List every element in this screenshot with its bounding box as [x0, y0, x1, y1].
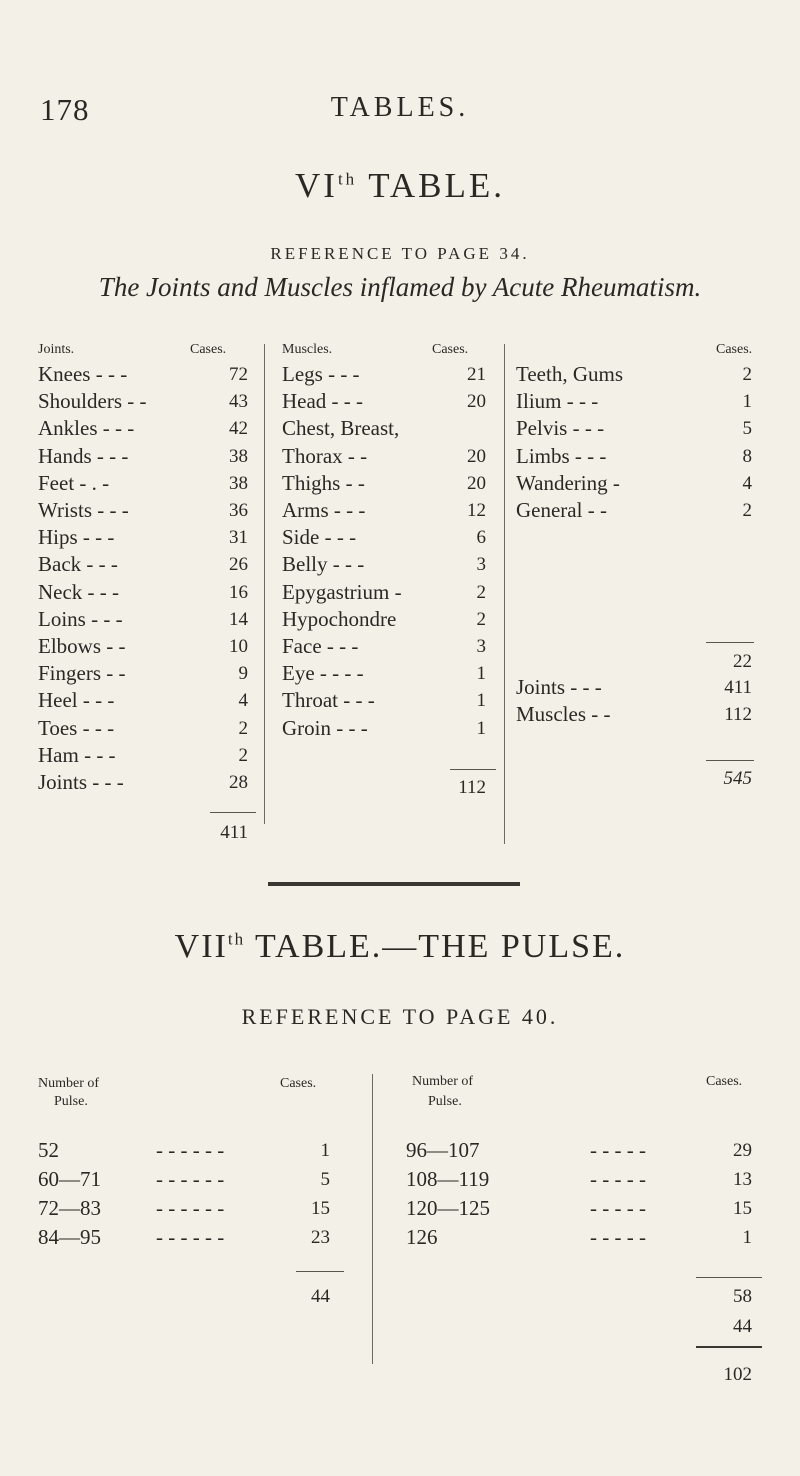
joint-row-label: Hands - - -	[38, 443, 129, 468]
section-separator	[268, 882, 520, 886]
pulse-left-row-cases: 1	[320, 1140, 330, 1161]
joint-row-cases: 28	[229, 772, 248, 793]
column-divider-2	[504, 344, 505, 844]
muscle-row-label: Epygastrium -	[282, 579, 402, 604]
other-cases-header: Cases.	[716, 342, 753, 357]
joint-row-label: Back - - -	[38, 552, 118, 577]
joint-row-label: Feet - . -	[38, 470, 110, 495]
other-total-rule	[706, 642, 754, 643]
pulse-left-row-label: 52	[38, 1138, 59, 1162]
pulse-left-row-leader: - - - - - -	[156, 1167, 225, 1191]
joint-row-cases: 36	[229, 500, 248, 521]
summary-row-label: Joints - - -	[516, 675, 602, 699]
joint-row-cases: 16	[229, 581, 248, 603]
grand-total-545: 545	[723, 768, 752, 789]
summary-rule	[706, 760, 754, 761]
pulse-right-header-2: Pulse.	[428, 1094, 462, 1109]
table6-title-sup: th	[337, 169, 358, 189]
pulse-divider	[372, 1074, 373, 1364]
other-row-label: Pelvis - - -	[516, 416, 605, 441]
pulse-left-cases-header: Cases.	[280, 1076, 317, 1091]
muscle-row-label: Throat - - -	[282, 688, 375, 713]
joint-row-cases: 31	[229, 527, 248, 549]
table7-title-sup: th	[227, 929, 246, 949]
joint-row-cases: 9	[238, 663, 248, 685]
joint-row-cases: 38	[229, 472, 248, 494]
pulse-right-row-cases: 15	[733, 1198, 752, 1219]
joint-row-cases: 26	[229, 554, 248, 576]
muscle-row-label: Groin - - -	[282, 715, 368, 740]
pulse-right-row-leader: - - - - -	[590, 1225, 646, 1249]
joint-row-label: Fingers - -	[38, 661, 126, 686]
pulse-left-row-leader: - - - - - -	[156, 1225, 225, 1249]
pulse-left-row-leader: - - - - - -	[156, 1196, 225, 1220]
muscle-row-cases: 12	[467, 500, 486, 521]
running-title: TABLES.	[330, 92, 470, 123]
pulse-right-subtotal: 58	[733, 1286, 752, 1307]
muscle-row-cases: 1	[476, 690, 486, 712]
other-row-label: Limbs - - -	[516, 443, 607, 468]
muscle-row-label: Face - - -	[282, 634, 359, 658]
muscles-total-rule	[450, 769, 496, 770]
joint-row-label: Heel - - -	[38, 688, 115, 713]
joint-row-label: Joints - - -	[38, 770, 124, 794]
joint-row-label: Shoulders - -	[38, 389, 147, 414]
joints-total-rule	[210, 812, 256, 813]
pulse-left-header-1: Number of	[38, 1076, 100, 1091]
pulse-right-row-leader: - - - - -	[590, 1167, 646, 1191]
other-row-label: General - -	[516, 498, 607, 522]
muscle-row-label: Hypochondre	[282, 606, 397, 631]
pulse-right-row-leader: - - - - -	[590, 1196, 646, 1220]
table7-title-suffix: TABLE.—THE PULSE.	[245, 928, 626, 965]
pulse-left-row-leader: - - - - - -	[156, 1138, 225, 1162]
pulse-right-cases-header: Cases.	[706, 1074, 743, 1089]
table6-reference: REFERENCE TO PAGE 34.	[270, 244, 530, 263]
joint-row-label: Ankles - - -	[38, 416, 135, 441]
pulse-right-row-cases: 29	[733, 1140, 752, 1161]
other-row-cases: 5	[742, 418, 752, 440]
pulse-left-rule	[296, 1271, 344, 1272]
pulse-left-header-2: Pulse.	[54, 1094, 88, 1109]
muscles-total: 112	[458, 777, 486, 798]
muscle-row-cases: 21	[467, 364, 486, 385]
muscle-row-cases: 3	[476, 554, 486, 576]
muscle-row-label: Thighs - -	[282, 470, 365, 495]
pulse-right-header-1: Number of	[412, 1074, 474, 1089]
muscle-row-cases: 3	[476, 636, 486, 657]
joint-row-cases: 10	[229, 636, 248, 657]
pulse-right-total-rule	[696, 1346, 762, 1348]
summary-row-label: Muscles - -	[516, 702, 611, 727]
joint-row-label: Neck - - -	[38, 579, 120, 604]
other-row-label: Teeth, Gums	[516, 362, 624, 386]
other-row-cases: 2	[742, 364, 752, 385]
muscle-row-label: Side - - -	[282, 525, 357, 550]
joint-row-label: Knees - - -	[38, 362, 128, 386]
joints-cases-header: Cases.	[190, 342, 227, 357]
muscles-header: Muscles.	[282, 342, 333, 357]
column-divider-1	[264, 344, 265, 824]
pulse-right-rule	[696, 1277, 762, 1278]
joint-row-label: Loins - - -	[38, 606, 123, 631]
muscle-row-cases: 2	[476, 608, 486, 630]
pulse-left-row-cases: 23	[311, 1227, 330, 1248]
muscle-row-cases: 1	[476, 717, 486, 739]
pulse-right-carried: 44	[733, 1316, 752, 1337]
other-row-cases: 2	[742, 500, 752, 521]
joint-row-label: Ham - - -	[38, 742, 116, 767]
muscle-row-cases: 6	[476, 527, 486, 549]
table6-title-suffix: TABLE.	[357, 166, 505, 205]
pulse-left-row-cases: 5	[320, 1169, 330, 1190]
pulse-left-row-label: 60—71	[38, 1167, 101, 1191]
pulse-left-total: 44	[311, 1286, 330, 1307]
joint-row-label: Hips - - -	[38, 525, 115, 550]
joint-row-cases: 2	[238, 744, 248, 766]
pulse-right-row-label: 108—119	[406, 1167, 490, 1191]
other-row-cases: 4	[742, 472, 752, 494]
muscle-row-cases: 1	[476, 663, 486, 685]
page-number: 178	[40, 92, 90, 127]
table7-title-prefix: VII	[174, 928, 228, 965]
muscle-row-cases: 2	[476, 581, 486, 603]
muscles-cases-header: Cases.	[432, 342, 469, 357]
table6-title	[0, 166, 800, 206]
muscle-row-label: Eye - - - -	[282, 661, 364, 686]
pulse-right-row-label: 126	[406, 1225, 438, 1249]
pulse-right-row-label: 120—125	[406, 1196, 490, 1220]
pulse-grand-total: 102	[723, 1364, 752, 1385]
joints-total: 411	[220, 822, 248, 843]
table6-subtitle: The Joints and Muscles inflamed by Acute Rheumatism.	[98, 272, 702, 302]
other-row-label: Ilium - - -	[516, 389, 599, 414]
muscle-row-label: Legs - - -	[282, 362, 360, 386]
summary-row-cases: 112	[724, 704, 752, 726]
joint-row-cases: 42	[229, 418, 248, 440]
muscle-row-cases: 20	[467, 472, 486, 494]
summary-row-cases: 411	[724, 677, 752, 698]
muscle-row-label: Chest, Breast,	[282, 416, 400, 441]
joint-row-label: Elbows - -	[38, 634, 126, 658]
joint-row-cases: 2	[238, 717, 248, 739]
other-row-label: Wandering -	[516, 470, 620, 495]
pulse-right-row-label: 96—107	[406, 1138, 480, 1162]
pulse-left-row-label: 84—95	[38, 1225, 101, 1249]
muscle-row-label: Thorax - -	[282, 443, 368, 468]
joint-row-cases: 4	[238, 690, 248, 712]
pulse-right-row-leader: - - - - -	[590, 1138, 646, 1162]
joint-row-cases: 14	[229, 608, 248, 630]
muscle-row-cases: 20	[467, 445, 486, 467]
pulse-left-row-cases: 15	[311, 1198, 330, 1219]
muscle-row-cases: 20	[467, 391, 486, 413]
table7-reference: REFERENCE TO PAGE 40.	[241, 1004, 559, 1029]
muscle-row-label: Arms - - -	[282, 498, 366, 522]
other-total: 22	[733, 651, 752, 672]
muscle-row-label: Belly - - -	[282, 552, 365, 577]
joints-header: Joints.	[38, 342, 75, 357]
joint-row-cases: 72	[229, 364, 248, 385]
joint-row-cases: 43	[229, 391, 248, 413]
muscle-row-label: Head - - -	[282, 389, 364, 414]
joint-row-label: Wrists - - -	[38, 498, 129, 522]
joint-row-cases: 38	[229, 445, 248, 467]
pulse-right-row-cases: 13	[733, 1169, 752, 1190]
other-row-cases: 1	[742, 391, 752, 413]
joint-row-label: Toes - - -	[38, 715, 115, 740]
other-row-cases: 8	[742, 445, 752, 467]
table6-title-prefix: VI	[295, 166, 338, 205]
table7-title	[0, 928, 800, 966]
pulse-right-row-cases: 1	[742, 1227, 752, 1248]
pulse-left-row-label: 72—83	[38, 1196, 101, 1220]
